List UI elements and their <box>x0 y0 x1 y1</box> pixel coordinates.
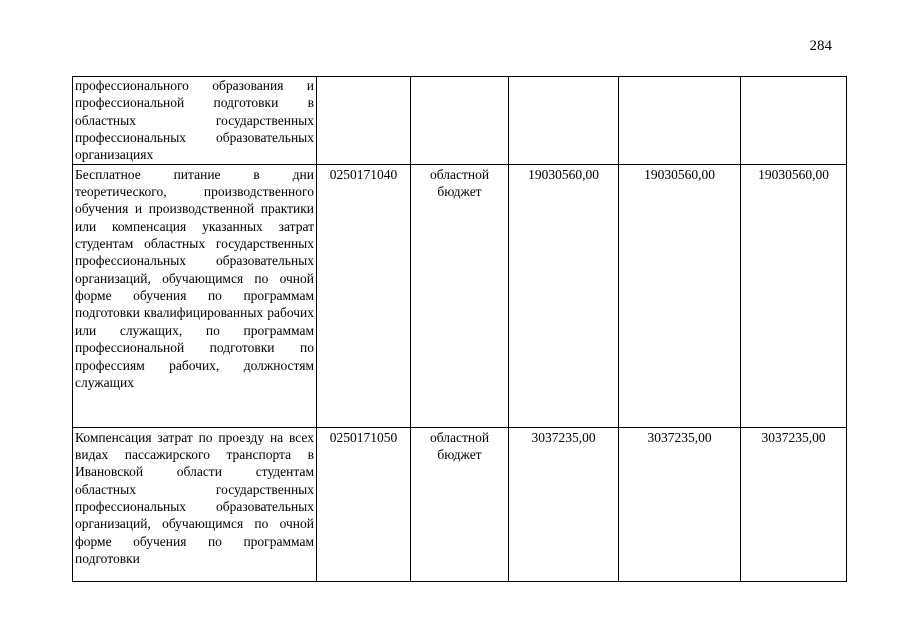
table-row <box>73 427 847 581</box>
row-budget-code <box>317 77 411 165</box>
row-budget-code: 0250171040 <box>317 164 411 427</box>
row-funding-source: областной бюджет <box>411 164 509 427</box>
budget-table <box>72 76 847 582</box>
table-row <box>73 77 847 165</box>
row-budget-code: 0250171050 <box>317 427 411 581</box>
table-row <box>73 164 847 427</box>
row-amount-1: 3037235,00 <box>509 427 619 581</box>
row-funding-source: областной бюджет <box>411 427 509 581</box>
row-funding-source <box>411 77 509 165</box>
row-amount-1: 19030560,00 <box>509 164 619 427</box>
row-amount-2 <box>619 77 741 165</box>
row-amount-1 <box>509 77 619 165</box>
row-amount-3: 19030560,00 <box>741 164 847 427</box>
page-number: 284 <box>809 38 832 54</box>
row-amount-2: 19030560,00 <box>619 164 741 427</box>
row-description: Бесплатное питание в дни теоретического, производственного обучения и производственной практики или компенсация указанных затрат студентам областных государственных профессиональных образовательных организаций, обучающимся по очной форме обучения по программам подготовки квалифицированных рабочих или служащих, по программам профессиональной подготовки по профессиям рабочих, должностям служащих <box>73 164 317 427</box>
row-description: Компенсация затрат по проезду на всех видах пассажирского транспорта в Ивановской области студентам областных государственных профессиональных образовательных организаций, обучающимся по очной форме обучения по программам подготовки <box>73 427 317 581</box>
row-amount-3: 3037235,00 <box>741 427 847 581</box>
row-description: профессионального образования и профессиональной подготовки в областных государственных профессиональных образовательных организациях <box>73 77 317 165</box>
row-amount-3 <box>741 77 847 165</box>
row-amount-2: 3037235,00 <box>619 427 741 581</box>
